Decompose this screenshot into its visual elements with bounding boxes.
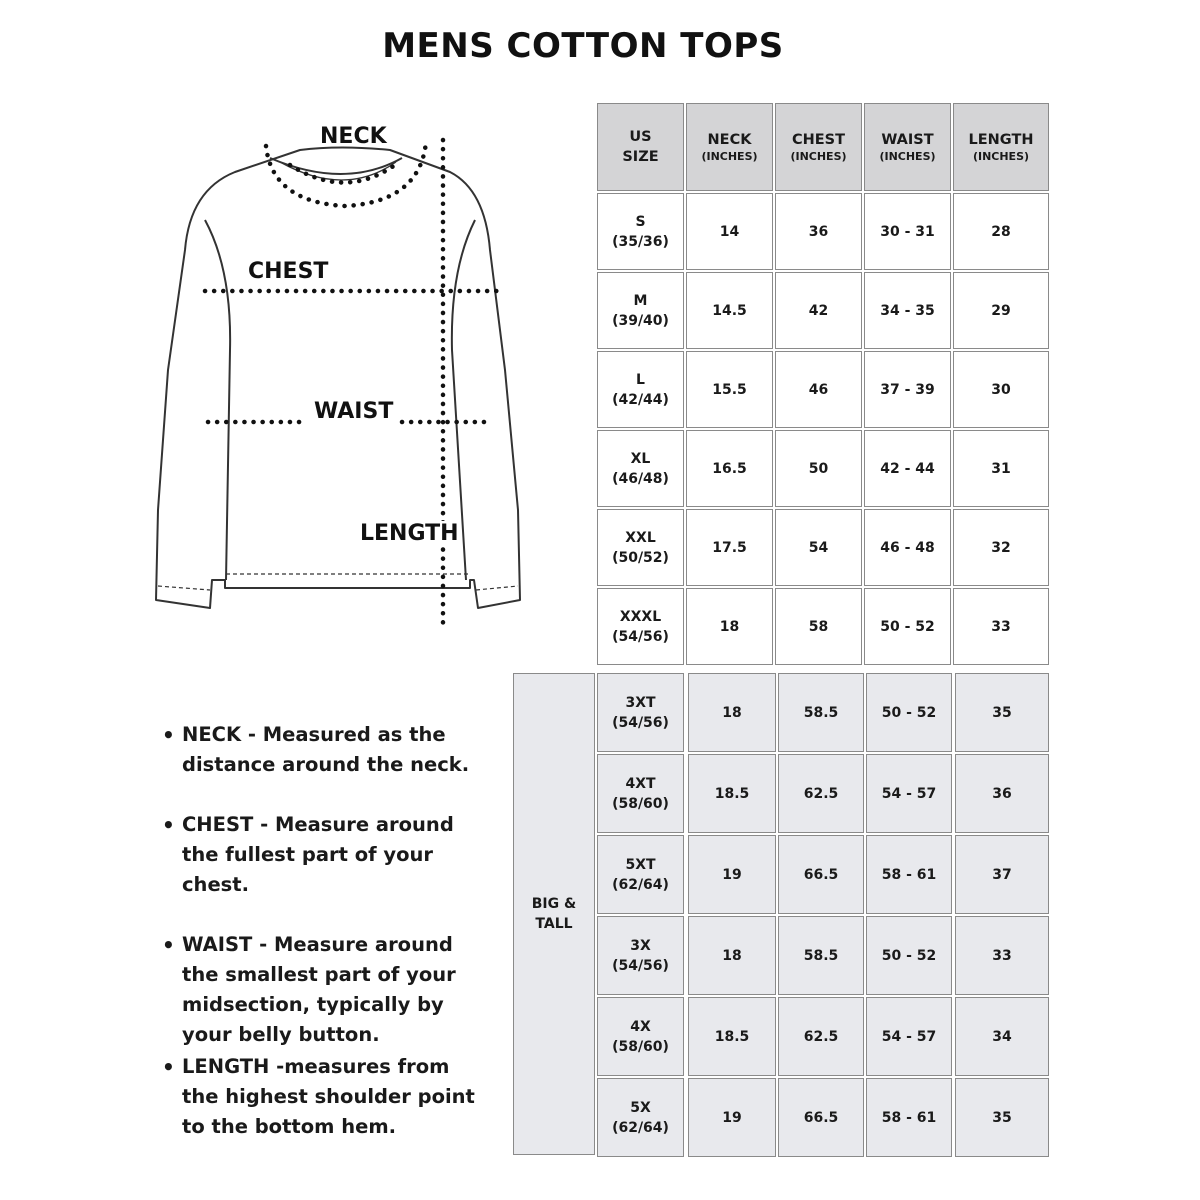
- table-row-chest-cell: [775, 588, 862, 665]
- length-value: 29: [991, 302, 1011, 319]
- header-us-size: US SIZE: [597, 103, 684, 191]
- table-row-neck-cell: [686, 272, 773, 349]
- table-row-neck-cell: [686, 509, 773, 586]
- neck-value: 18: [722, 947, 742, 964]
- table-row-size-cell: [597, 588, 684, 665]
- neck-value: 19: [722, 866, 742, 883]
- shirt-outline-icon: [140, 110, 540, 650]
- big-tall-row-size-cell: [597, 754, 684, 833]
- table-row-length-cell: [953, 193, 1049, 270]
- size-eu-label: (50/52): [612, 549, 669, 566]
- big-tall-row-size-cell: [597, 916, 684, 995]
- note-chest: • CHEST - Measure around the fullest part of your chest.: [160, 810, 490, 900]
- big-tall-row-neck-cell: [688, 754, 776, 833]
- chest-value: 62.5: [803, 785, 839, 802]
- big-tall-row-size-cell: [597, 673, 684, 752]
- waist-value: 37 - 39: [880, 381, 935, 398]
- big-tall-row-chest-cell: [778, 835, 864, 914]
- note-length: • LENGTH -measures from the highest shoulder point to the bottom hem.: [160, 1052, 490, 1142]
- neck-value: 14.5: [712, 302, 747, 319]
- big-tall-row-size-cell: [597, 1078, 684, 1157]
- length-value: 28: [991, 223, 1011, 240]
- note-neck: • NECK - Measured as the distance around the neck.: [160, 720, 490, 780]
- chest-value: 66.5: [803, 866, 839, 883]
- header-length: LENGTH (INCHES): [953, 103, 1049, 191]
- table-row-length-cell: [953, 272, 1049, 349]
- length-value: 34: [992, 1028, 1012, 1045]
- big-tall-row-waist-cell: [866, 1078, 952, 1157]
- big-tall-row-chest-cell: [778, 1078, 864, 1157]
- big-tall-row-length-cell: [955, 916, 1049, 995]
- big-tall-row-neck-cell: [688, 1078, 776, 1157]
- table-row-neck-cell: [686, 193, 773, 270]
- waist-label: WAIST: [314, 399, 394, 424]
- size-eu-label: (54/56): [612, 628, 669, 645]
- size-label: 4X: [630, 1018, 651, 1035]
- big-tall-row-neck-cell: [688, 673, 776, 752]
- neck-label: NECK: [320, 124, 387, 149]
- neck-value: 14: [719, 223, 740, 240]
- length-value: 35: [992, 704, 1012, 721]
- waist-value: 50 - 52: [880, 618, 935, 635]
- table-row-waist-cell: [864, 193, 951, 270]
- table-row-waist-cell: [864, 588, 951, 665]
- chest-value: 36: [808, 223, 829, 240]
- length-value: 31: [991, 460, 1011, 477]
- big-tall-row-length-cell: [955, 754, 1049, 833]
- waist-value: 54 - 57: [881, 785, 937, 802]
- big-tall-row-size-cell: [597, 835, 684, 914]
- table-row-neck-cell: [686, 430, 773, 507]
- neck-value: 19: [722, 1109, 742, 1126]
- chest-label: CHEST: [248, 259, 329, 284]
- big-tall-row-waist-cell: [866, 754, 952, 833]
- big-tall-row-chest-cell: [778, 997, 864, 1076]
- table-row-waist-cell: [864, 430, 951, 507]
- length-value: 30: [991, 381, 1011, 398]
- length-value: 33: [992, 947, 1012, 964]
- size-label: L: [636, 371, 645, 388]
- neck-value: 18: [719, 618, 740, 635]
- size-eu-label: (62/64): [612, 876, 669, 893]
- neck-value: 18.5: [714, 785, 750, 802]
- waist-value: 50 - 52: [881, 704, 937, 721]
- header-chest: CHEST (INCHES): [775, 103, 862, 191]
- length-value: 32: [991, 539, 1011, 556]
- shirt-measurement-diagram: [140, 110, 540, 650]
- length-value: 37: [992, 866, 1012, 883]
- header-waist: WAIST (INCHES): [864, 103, 951, 191]
- big-tall-row-neck-cell: [688, 997, 776, 1076]
- size-label: XXXL: [619, 608, 662, 625]
- table-row-waist-cell: [864, 272, 951, 349]
- size-label: XL: [630, 450, 651, 467]
- table-row-size-cell: [597, 430, 684, 507]
- table-row-neck-cell: [686, 588, 773, 665]
- chest-value: 66.5: [803, 1109, 839, 1126]
- chest-value: 50: [808, 460, 829, 477]
- big-tall-row-waist-cell: [866, 916, 952, 995]
- table-row-chest-cell: [775, 509, 862, 586]
- neck-value: 16.5: [712, 460, 747, 477]
- table-row-length-cell: [953, 588, 1049, 665]
- waist-value: 34 - 35: [880, 302, 935, 319]
- table-row-chest-cell: [775, 272, 862, 349]
- waist-value: 42 - 44: [880, 460, 935, 477]
- neck-value: 17.5: [712, 539, 747, 556]
- table-row-chest-cell: [775, 430, 862, 507]
- big-tall-row-length-cell: [955, 1078, 1049, 1157]
- size-label: S: [635, 213, 646, 230]
- chest-value: 58.5: [803, 704, 839, 721]
- big-tall-row-length-cell: [955, 997, 1049, 1076]
- size-label: 5XT: [625, 856, 656, 873]
- big-tall-row-length-cell: [955, 835, 1049, 914]
- size-eu-label: (58/60): [612, 795, 669, 812]
- size-eu-label: (54/56): [612, 957, 669, 974]
- note-waist: • WAIST - Measure around the smallest part of your midsection, typically by your belly button.: [160, 930, 490, 1050]
- waist-value: 58 - 61: [881, 866, 937, 883]
- size-eu-label: (39/40): [612, 312, 669, 329]
- table-row-length-cell: [953, 351, 1049, 428]
- table-row-waist-cell: [864, 351, 951, 428]
- chest-value: 42: [808, 302, 829, 319]
- table-row-size-cell: [597, 351, 684, 428]
- measurement-notes: [160, 720, 490, 1142]
- size-label: 4XT: [625, 775, 656, 792]
- table-row-waist-cell: [864, 509, 951, 586]
- table-row-chest-cell: [775, 351, 862, 428]
- big-tall-row-chest-cell: [778, 916, 864, 995]
- table-row-size-cell: [597, 509, 684, 586]
- neck-value: 18: [722, 704, 742, 721]
- size-eu-label: (54/56): [612, 714, 669, 731]
- big-tall-row-waist-cell: [866, 673, 952, 752]
- length-value: 36: [992, 785, 1012, 802]
- page-title: MENS COTTON TOPS: [382, 26, 784, 66]
- table-row-length-cell: [953, 430, 1049, 507]
- big-tall-label: BIG & TALL: [513, 673, 595, 1155]
- chest-value: 58.5: [803, 947, 839, 964]
- table-row-neck-cell: [686, 351, 773, 428]
- size-eu-label: (62/64): [612, 1119, 669, 1136]
- neck-value: 18.5: [714, 1028, 750, 1045]
- table-row-chest-cell: [775, 193, 862, 270]
- big-tall-row-length-cell: [955, 673, 1049, 752]
- big-tall-row-neck-cell: [688, 916, 776, 995]
- neck-value: 15.5: [712, 381, 747, 398]
- length-value: 35: [992, 1109, 1012, 1126]
- size-eu-label: (42/44): [612, 391, 669, 408]
- waist-value: 30 - 31: [880, 223, 935, 240]
- big-tall-row-waist-cell: [866, 997, 952, 1076]
- size-eu-label: (35/36): [612, 233, 669, 250]
- size-label: 3XT: [625, 694, 656, 711]
- chest-value: 46: [808, 381, 829, 398]
- waist-value: 46 - 48: [880, 539, 935, 556]
- waist-value: 50 - 52: [881, 947, 937, 964]
- size-eu-label: (58/60): [612, 1038, 669, 1055]
- size-label: 3X: [630, 937, 651, 954]
- table-row-length-cell: [953, 509, 1049, 586]
- size-label: M: [633, 292, 648, 309]
- big-tall-row-size-cell: [597, 997, 684, 1076]
- big-tall-row-chest-cell: [778, 673, 864, 752]
- waist-value: 54 - 57: [881, 1028, 937, 1045]
- header-neck: NECK (INCHES): [686, 103, 773, 191]
- chest-value: 54: [808, 539, 829, 556]
- big-tall-row-waist-cell: [866, 835, 952, 914]
- length-label: LENGTH: [360, 521, 459, 546]
- length-value: 33: [991, 618, 1011, 635]
- big-tall-row-neck-cell: [688, 835, 776, 914]
- table-row-size-cell: [597, 272, 684, 349]
- size-label: XXL: [625, 529, 656, 546]
- big-tall-row-chest-cell: [778, 754, 864, 833]
- chest-value: 58: [808, 618, 829, 635]
- table-row-size-cell: [597, 193, 684, 270]
- waist-value: 58 - 61: [881, 1109, 937, 1126]
- size-label: 5X: [630, 1099, 651, 1116]
- size-eu-label: (46/48): [612, 470, 669, 487]
- chest-value: 62.5: [803, 1028, 839, 1045]
